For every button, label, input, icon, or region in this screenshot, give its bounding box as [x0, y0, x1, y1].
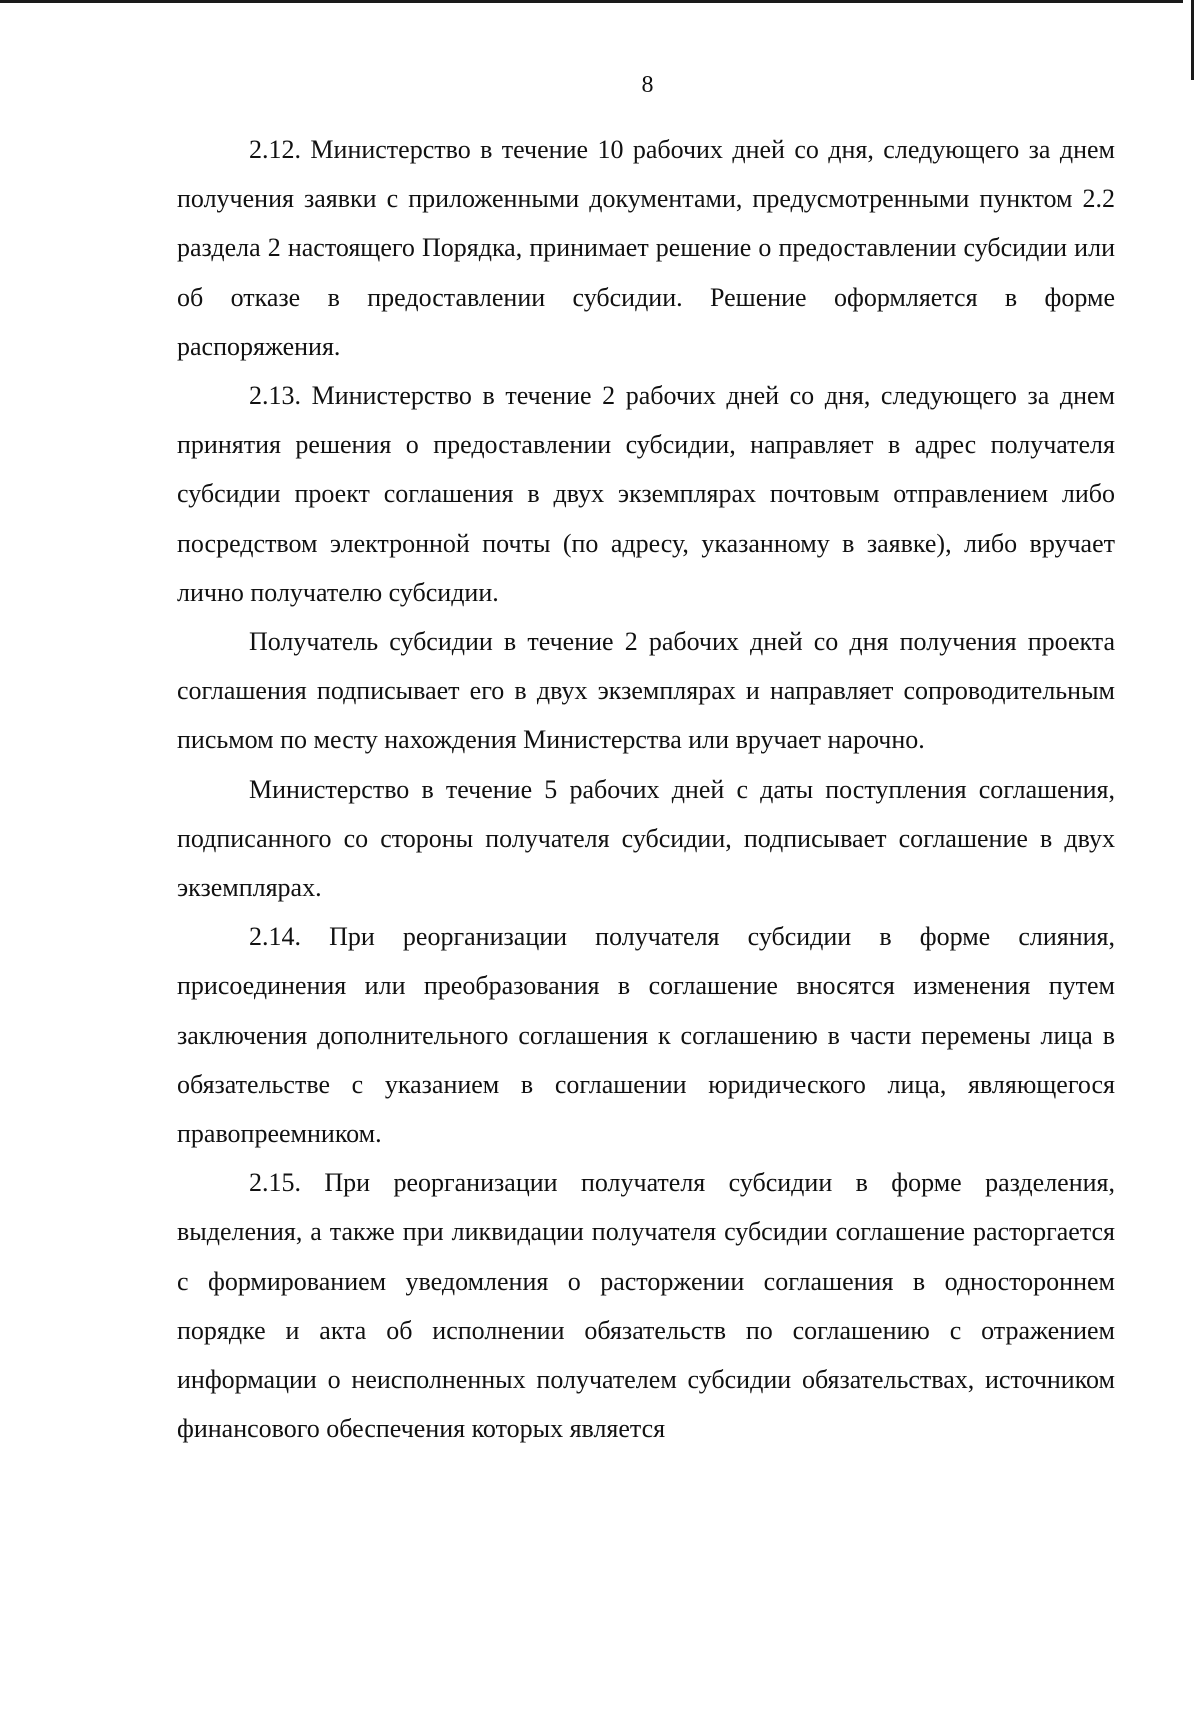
paragraph-ministry-signing: Министерство в течение 5 рабочих дней с даты поступления соглашения, подписанного со стороны получателя субсидии, подписывает соглашение в двух экземплярах.	[177, 774, 1115, 903]
document-body	[177, 125, 1115, 1453]
scan-top-edge	[0, 0, 1183, 3]
paragraph-2-12: 2.12. Министерство в течение 10 рабочих дней со дня, следующего за днем получения заявки с приложенными документами, предусмотренными пунктом 2.2 раздела 2 настоящего Порядка, принимает решение о предоставлении субсидии или об отказе в предоставлении субсидии. Решение оформляется в форме распоряжения.	[177, 135, 1115, 361]
paragraph-2-15: 2.15. При реорганизации получателя субсидии в форме разделения, выделения, а также при ликвидации получателя субсидии соглашение расторгается с формированием уведомления о расторжении соглашения в одностороннем порядке и акта об исполнении обязательств по соглашению с отражением информации о неисполненных получателем субсидии обязательствах, источником финансового обеспечения которых является	[177, 1168, 1115, 1444]
paragraph-recipient-signing: Получатель субсидии в течение 2 рабочих дней со дня получения проекта соглашения подписывает его в двух экземплярах и направляет сопроводительным письмом по месту нахождения Министерства или вручает нарочно.	[177, 627, 1115, 755]
page-number: 8	[641, 72, 654, 98]
paragraph-2-13: 2.13. Министерство в течение 2 рабочих дней со дня, следующего за днем принятия решения о предоставлении субсидии, направляет в адрес получателя субсидии проект соглашения в двух экземплярах почтовым отправлением либо посредством электронной почты (по адресу, указанному в заявке), либо вручает лично получателю субсидии.	[177, 381, 1115, 607]
scan-right-edge	[1191, 0, 1194, 80]
paragraph-2-14: 2.14. При реорганизации получателя субсидии в форме слияния, присоединения или преобразования в соглашение вносятся изменения путем заключения дополнительного соглашения к соглашению в части перемены лица в обязательстве с указанием в соглашении юридического лица, являющегося правопреемником.	[177, 922, 1115, 1149]
